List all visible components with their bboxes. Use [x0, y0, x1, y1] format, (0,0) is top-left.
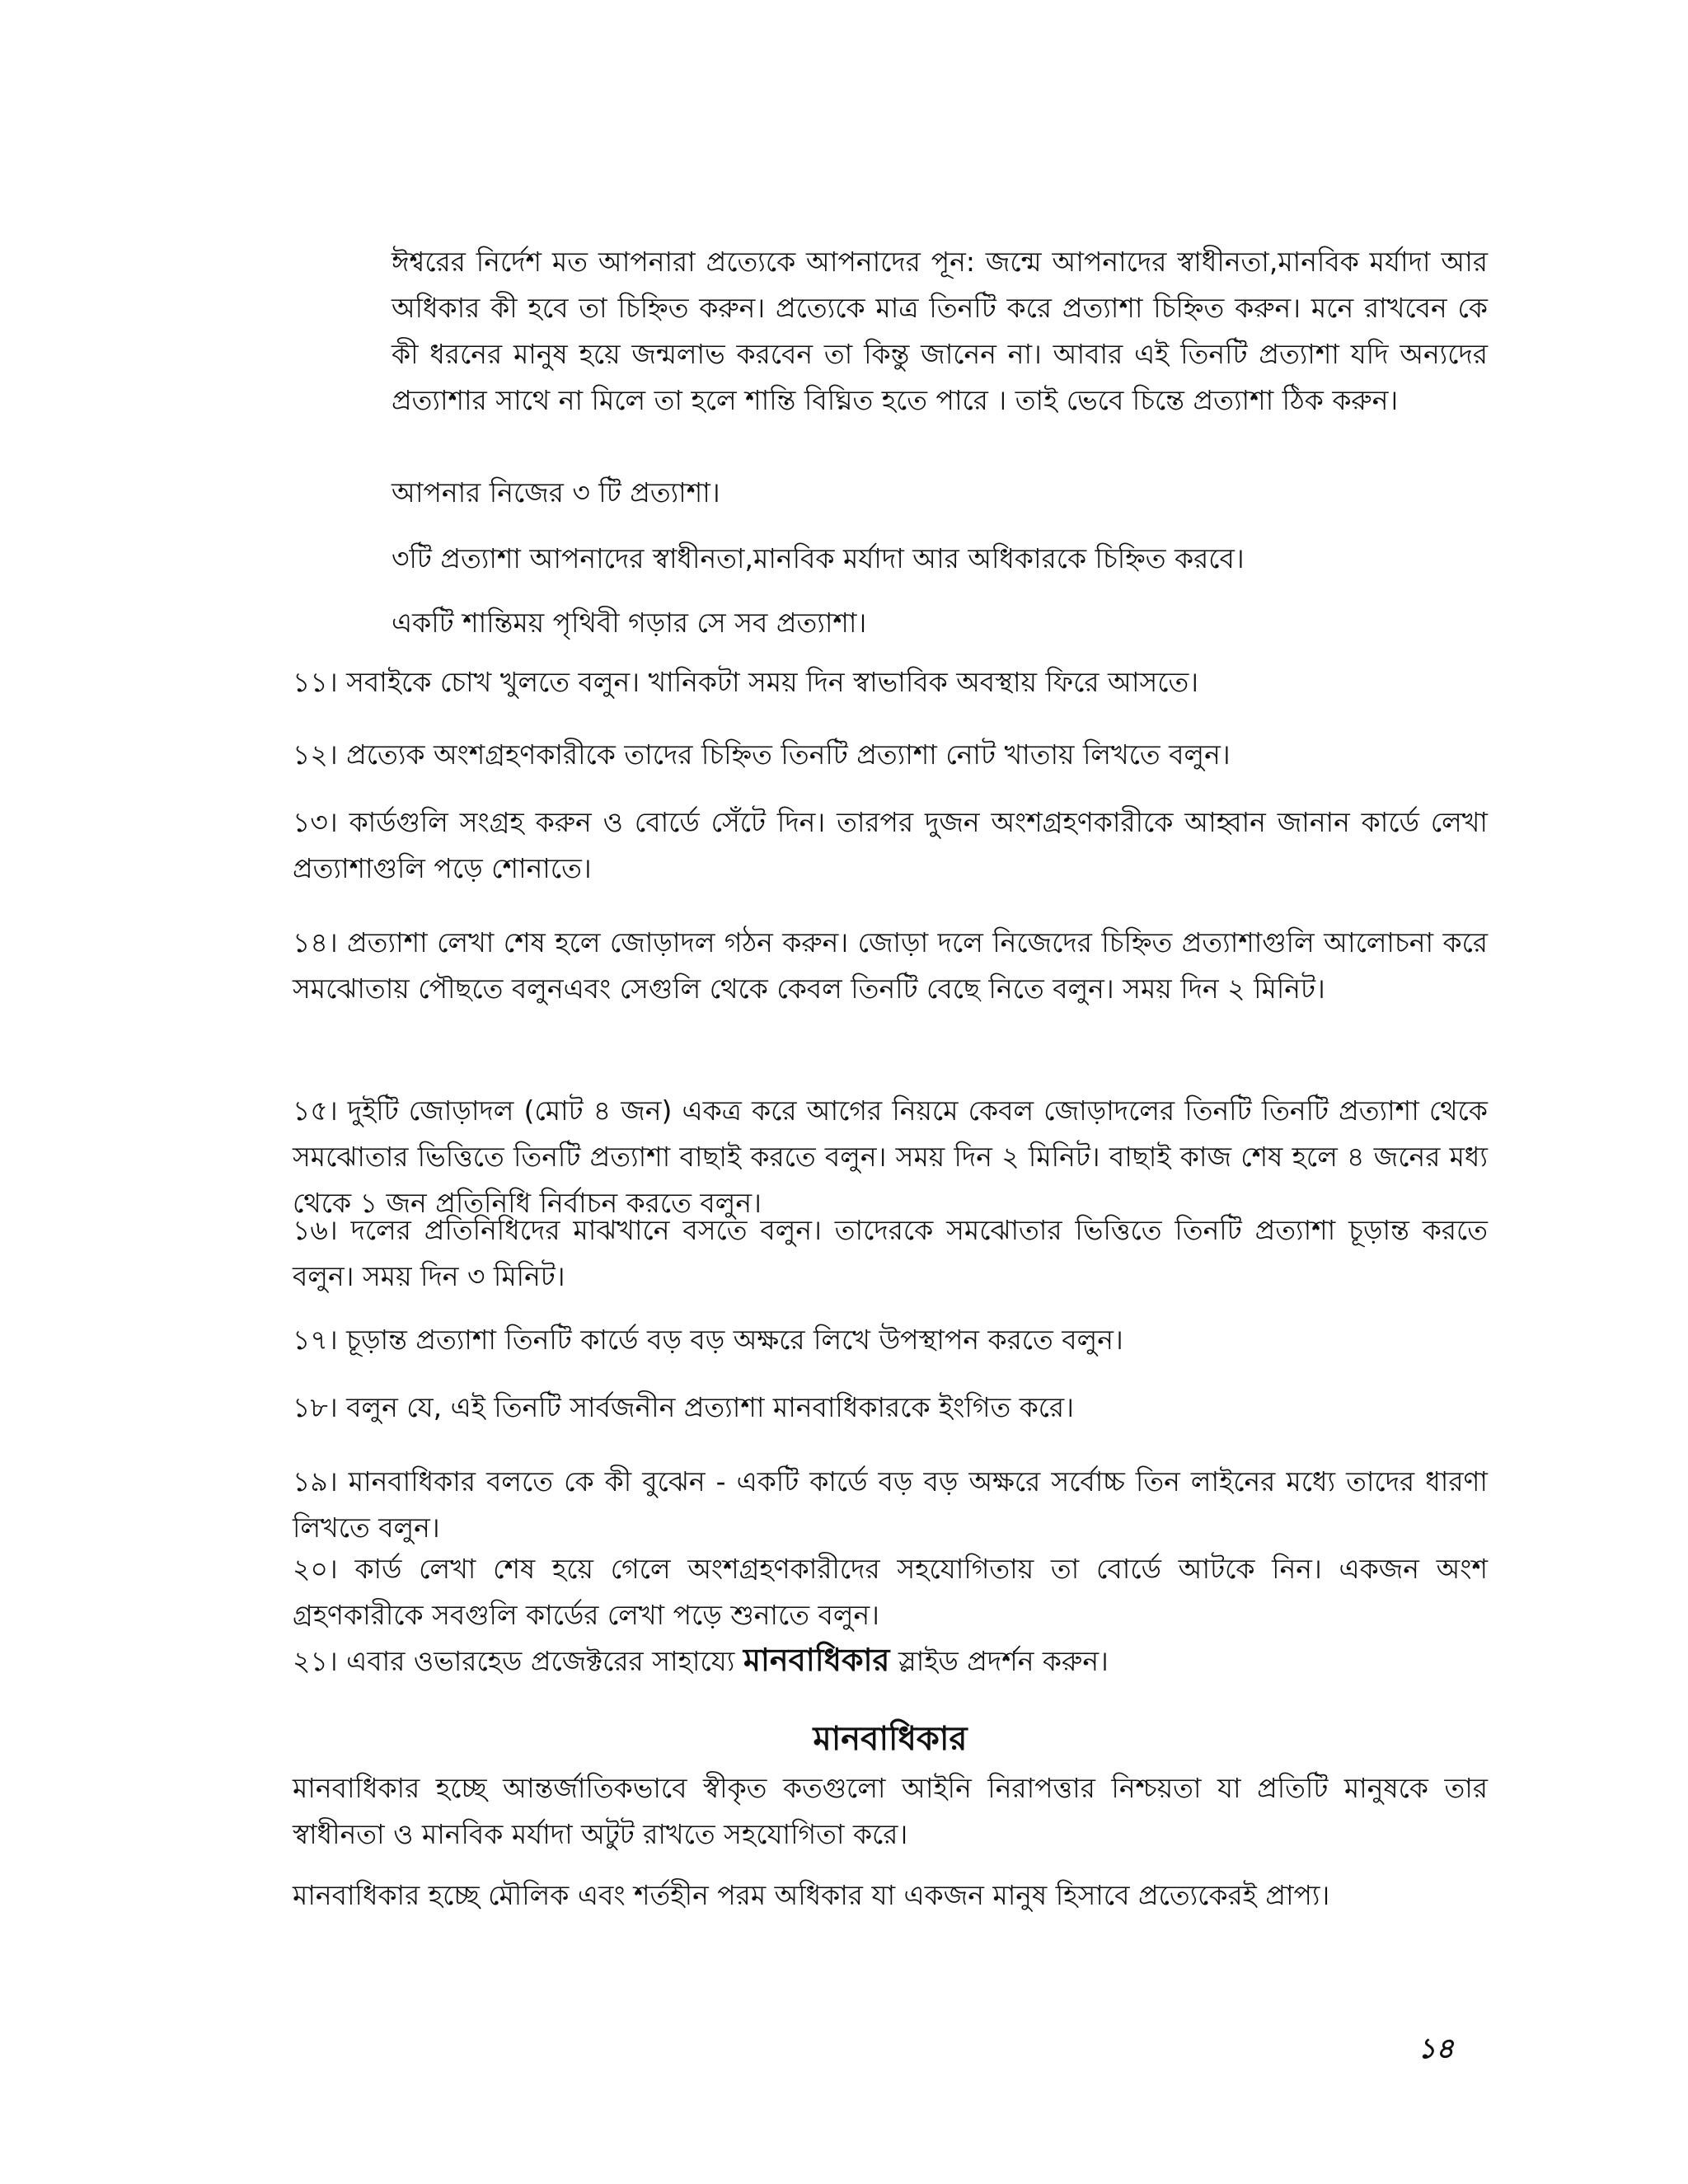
step-11: ১১। সবাইকে চোখ খুলতে বলুন। খানিকটা সময় দিন স্বাভাবিক অবস্থায় ফিরে আসতে। — [293, 666, 1199, 698]
step-21-text-end: স্লাইড প্রদর্শন করুন। — [889, 1645, 1109, 1677]
step-15: ১৫। দুইটি জোড়াদল (মোট ৪ জন) একত্র করে আগের নিয়মে কেবল জোড়াদলের তিনটি তিনটি প্রত্যাশা থেকে সমঝোতার ভিত্তিতে তিনটি প্রত্যাশা বাছাই করতে বলুন। সময় দিন ২ মিনিট। বাছাই কাজ শেষ হলে ৪ জনের মধ্য থেকে ১ জন প্রতিনিধি নির্বাচন করতে বলুন। — [293, 1094, 1488, 1219]
quote-paragraph-4: একটি শান্তিময় পৃথিবী গড়ার সে সব প্রত্যাশা। — [392, 607, 867, 639]
step-14: ১৪। প্রত্যাশা লেখা শেষ হলে জোড়াদল গঠন করুন। জোড়া দলে নিজেদের চিহ্নিত প্রত্যাশাগুলি আলোচনা করে সমঝোতায় পৌছতে বলুনএবং সেগুলি থেকে কেবল তিনটি বেছে নিতে বলুন। সময় দিন ২ মিনিট। — [293, 926, 1488, 1005]
quote-paragraph-3: ৩টি প্রত্যাশা আপনাদের স্বাধীনতা,মানবিক মর্যাদা আর অধিকারকে চিহ্নিত করবে। — [392, 542, 1245, 574]
step-18: ১৮। বলুন যে, এই তিনটি সার্বজনীন প্রত্যাশা মানবাধিকারকে ইংগিত করে। — [293, 1391, 1075, 1423]
page-number: ১৪ — [1418, 2032, 1455, 2065]
step-21 — [293, 1637, 1488, 1685]
quote-paragraph-1: ঈশ্বরের নির্দেশ মত আপনারা প্রত্যেকে আপনাদের পূন: জন্মে আপনাদের স্বাধীনতা,মানবিক মর্যাদা আর অধিকার কী হবে তা চিহ্নিত করুন। প্রত্যেকে মাত্র তিনটি করে প্রত্যাশা চিহ্নিত করুন। মনে রাখবেন কে কী ধরনের মানুষ হয়ে জন্মলাভ করবেন তা কিন্তু জানেন না। আবার এই তিনটি প্রত্যাশা যদি অন্যদের প্রত্যাশার সাথে না মিলে তা হলে শান্তি বিঘ্নিত হতে পারে । তাই ভেবে চিন্তে প্রত্যাশা ঠিক করুন। — [392, 246, 1488, 416]
quote-paragraph-2: আপনার নিজের ৩ টি প্রত্যাশা। — [392, 476, 720, 509]
step-21-bold-term: মানবাধিকার — [743, 1642, 890, 1678]
step-13: ১৩। কার্ডগুলি সংগ্রহ করুন ও বোর্ডে সেঁটে দিন। তারপর দুজন অংশগ্রহণকারীকে আহ্বান জানান কার্ডে লেখা প্রত্যাশাগুলি পড়ে শোনাতে। — [293, 806, 1488, 884]
step-16: ১৬। দলের প্রতিনিধিদের মাঝখানে বসতে বলুন। তাদেরকে সমঝোতার ভিত্তিতে তিনটি প্রত্যাশা চূড়ান্ত করতে বলুন। সময় দিন ৩ মিনিট। — [293, 1214, 1488, 1292]
section-heading: মানবাধিকার — [813, 1720, 968, 1758]
step-21-text-start: ২১। এবার ওভারহেড প্রজেক্টরের সাহায্যে — [293, 1645, 743, 1677]
step-19: ১৯। মানবাধিকার বলতে কে কী বুঝেন - একটি কার্ডে বড় বড় অক্ষরে সর্বোচ্চ তিন লাইনের মধ্যে তাদের ধারণা লিখতে বলুন। — [293, 1465, 1488, 1544]
definition-paragraph-2: মানবাধিকার হচ্ছে মৌলিক এবং শর্তহীন পরম অধিকার যা একজন মানুষ হিসাবে প্রত্যেকেরই প্রাপ্য। — [293, 1879, 1330, 1911]
step-12: ১২। প্রত্যেক অংশগ্রহণকারীকে তাদের চিহ্নিত তিনটি প্রত্যাশা নোট খাতায় লিখতে বলুন। — [293, 738, 1231, 771]
step-20: ২০। কার্ড লেখা শেষ হয়ে গেলে অংশগ্রহণকারীদের সহযোগিতায় তা বোর্ডে আটকে নিন। একজন অংশ গ্রহণকারীকে সবগুলি কার্ডের লেখা পড়ে শুনাতে বলুন। — [293, 1553, 1488, 1631]
definition-paragraph-1: মানবাধিকার হচ্ছে আন্তর্জাতিকভাবে স্বীকৃত কতগুলো আইনি নিরাপত্তার নিশ্চয়তা যা প্রতিটি মানুষকে তার স্বাধীনতা ও মানবিক মর্যাদা অটুট রাখতে সহযোগিতা করে। — [293, 1772, 1488, 1850]
step-17: ১৭। চূড়ান্ত প্রত্যাশা তিনটি কার্ডে বড় বড় অক্ষরে লিখে উপস্থাপন করতে বলুন। — [293, 1324, 1123, 1356]
